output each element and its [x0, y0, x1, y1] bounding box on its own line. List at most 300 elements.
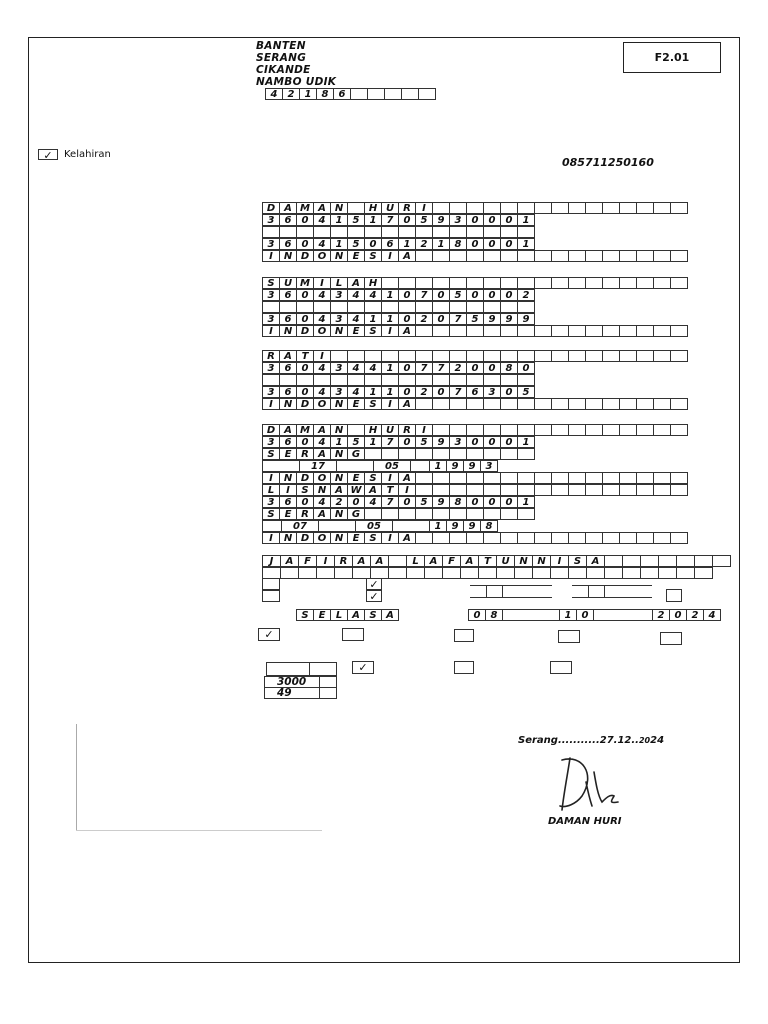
- char-box[interactable]: [517, 448, 535, 460]
- char-box[interactable]: [500, 325, 518, 337]
- char-box[interactable]: [483, 424, 501, 436]
- char-box[interactable]: S: [364, 532, 382, 544]
- char-box[interactable]: [449, 484, 467, 496]
- char-box[interactable]: [424, 567, 443, 579]
- witness2-kk-boxes[interactable]: [262, 386, 534, 398]
- child-birth-date[interactable]: [468, 609, 720, 621]
- char-box[interactable]: I: [316, 555, 335, 567]
- char-box[interactable]: 1: [429, 520, 447, 532]
- char-box[interactable]: [500, 532, 518, 544]
- char-box[interactable]: [636, 250, 654, 262]
- child-name-boxes-row2[interactable]: [262, 567, 712, 579]
- char-box[interactable]: 0: [466, 496, 484, 508]
- char-box[interactable]: 5: [415, 436, 433, 448]
- char-box[interactable]: [658, 555, 677, 567]
- char-box[interactable]: 6: [279, 289, 297, 301]
- char-box[interactable]: [449, 532, 467, 544]
- char-box[interactable]: [367, 88, 385, 100]
- char-box[interactable]: 4: [347, 289, 365, 301]
- char-box[interactable]: [622, 567, 641, 579]
- char-box[interactable]: [483, 448, 501, 460]
- char-box[interactable]: [604, 555, 623, 567]
- char-box[interactable]: U: [496, 555, 515, 567]
- char-box[interactable]: [384, 88, 402, 100]
- char-box[interactable]: 1: [299, 88, 317, 100]
- char-box[interactable]: [676, 555, 695, 567]
- char-box[interactable]: [602, 398, 620, 410]
- char-box[interactable]: 7: [449, 386, 467, 398]
- char-box[interactable]: 1: [429, 460, 447, 472]
- char-box[interactable]: 0: [296, 386, 314, 398]
- char-box[interactable]: A: [398, 398, 416, 410]
- char-box[interactable]: [449, 350, 467, 362]
- char-box[interactable]: E: [279, 508, 297, 520]
- char-box[interactable]: 9: [446, 460, 464, 472]
- char-box[interactable]: [347, 424, 365, 436]
- char-box[interactable]: D: [262, 424, 280, 436]
- char-box[interactable]: I: [381, 472, 399, 484]
- char-box[interactable]: R: [296, 508, 314, 520]
- char-box[interactable]: [602, 277, 620, 289]
- child-extra-box[interactable]: [666, 589, 682, 602]
- char-box[interactable]: F: [442, 555, 461, 567]
- char-box[interactable]: S: [364, 609, 382, 621]
- char-box[interactable]: 1: [381, 386, 399, 398]
- char-box[interactable]: N: [514, 555, 533, 567]
- char-box[interactable]: 1: [330, 238, 348, 250]
- char-box[interactable]: [364, 226, 382, 238]
- char-box[interactable]: 6: [279, 436, 297, 448]
- char-box[interactable]: T: [478, 555, 497, 567]
- char-box[interactable]: [619, 472, 637, 484]
- char-box[interactable]: 1: [330, 214, 348, 226]
- char-box[interactable]: I: [381, 325, 399, 337]
- char-box[interactable]: I: [415, 202, 433, 214]
- char-box[interactable]: 4: [313, 214, 331, 226]
- char-box[interactable]: [415, 484, 433, 496]
- char-box[interactable]: S: [262, 448, 280, 460]
- char-box[interactable]: E: [347, 472, 365, 484]
- char-box[interactable]: N: [279, 472, 297, 484]
- char-box[interactable]: L: [330, 277, 348, 289]
- char-box[interactable]: [585, 250, 603, 262]
- char-box[interactable]: [500, 448, 518, 460]
- char-box[interactable]: [551, 472, 569, 484]
- char-box[interactable]: A: [279, 350, 297, 362]
- char-box[interactable]: [640, 555, 659, 567]
- char-box[interactable]: [432, 226, 450, 238]
- char-box[interactable]: [636, 350, 654, 362]
- char-box[interactable]: 0: [483, 436, 501, 448]
- char-box[interactable]: [280, 567, 299, 579]
- char-box[interactable]: [432, 532, 450, 544]
- char-box[interactable]: 3: [330, 386, 348, 398]
- child-place-check-2[interactable]: ✓: [366, 590, 382, 602]
- char-box[interactable]: A: [398, 532, 416, 544]
- char-box[interactable]: [466, 398, 484, 410]
- char-box[interactable]: 4: [347, 386, 365, 398]
- char-box[interactable]: [262, 374, 280, 386]
- char-box[interactable]: [636, 424, 654, 436]
- char-box[interactable]: O: [313, 472, 331, 484]
- char-box[interactable]: [676, 567, 695, 579]
- char-box[interactable]: [279, 374, 297, 386]
- char-box[interactable]: E: [347, 250, 365, 262]
- char-box[interactable]: A: [330, 484, 348, 496]
- char-box[interactable]: W: [347, 484, 365, 496]
- char-box[interactable]: [449, 374, 467, 386]
- char-box[interactable]: [466, 226, 484, 238]
- char-box[interactable]: [466, 301, 484, 313]
- char-box[interactable]: 3: [262, 238, 280, 250]
- char-box[interactable]: [636, 484, 654, 496]
- char-box[interactable]: [334, 567, 353, 579]
- char-box[interactable]: [517, 532, 535, 544]
- char-box[interactable]: E: [347, 398, 365, 410]
- char-box[interactable]: [568, 424, 586, 436]
- char-box[interactable]: [460, 567, 479, 579]
- char-box[interactable]: N: [532, 555, 551, 567]
- char-box[interactable]: I: [262, 472, 280, 484]
- char-box[interactable]: A: [424, 555, 443, 567]
- option-row1-box4[interactable]: [558, 630, 580, 643]
- char-box[interactable]: 0: [466, 289, 484, 301]
- char-box[interactable]: [551, 398, 569, 410]
- char-box[interactable]: 1: [517, 238, 535, 250]
- char-box[interactable]: [517, 301, 535, 313]
- char-box[interactable]: [398, 301, 416, 313]
- char-box[interactable]: O: [313, 250, 331, 262]
- char-box[interactable]: 1: [432, 238, 450, 250]
- char-box[interactable]: [415, 374, 433, 386]
- char-box[interactable]: 0: [398, 386, 416, 398]
- char-box[interactable]: 9: [483, 313, 501, 325]
- char-box[interactable]: [712, 555, 731, 567]
- char-box[interactable]: [551, 350, 569, 362]
- char-box[interactable]: 3: [330, 289, 348, 301]
- char-box[interactable]: N: [330, 448, 348, 460]
- char-box[interactable]: [432, 448, 450, 460]
- char-box[interactable]: [585, 325, 603, 337]
- char-box[interactable]: [432, 484, 450, 496]
- char-box[interactable]: [551, 202, 569, 214]
- char-box[interactable]: N: [330, 472, 348, 484]
- char-box[interactable]: [585, 532, 603, 544]
- char-box[interactable]: 6: [279, 313, 297, 325]
- char-box[interactable]: 4: [364, 289, 382, 301]
- char-box[interactable]: [483, 301, 501, 313]
- char-box[interactable]: [483, 277, 501, 289]
- char-box[interactable]: 0: [517, 362, 535, 374]
- char-box[interactable]: [466, 350, 484, 362]
- char-box[interactable]: 9: [517, 313, 535, 325]
- char-box[interactable]: [585, 277, 603, 289]
- char-box[interactable]: [670, 350, 688, 362]
- char-box[interactable]: [636, 202, 654, 214]
- char-box[interactable]: 8: [316, 88, 334, 100]
- char-box[interactable]: 4: [703, 609, 721, 621]
- char-box[interactable]: 0: [468, 609, 486, 621]
- char-box[interactable]: [514, 567, 533, 579]
- char-box[interactable]: [619, 277, 637, 289]
- char-box[interactable]: [350, 88, 368, 100]
- char-box[interactable]: I: [262, 325, 280, 337]
- father-name-boxes[interactable]: [262, 424, 687, 436]
- char-box[interactable]: [432, 398, 450, 410]
- char-box[interactable]: [568, 567, 587, 579]
- char-box[interactable]: 8: [449, 496, 467, 508]
- char-box[interactable]: 4: [313, 496, 331, 508]
- char-box[interactable]: D: [296, 250, 314, 262]
- reporter-kk-boxes[interactable]: [262, 238, 534, 250]
- mother-birth-day[interactable]: 07: [281, 520, 319, 532]
- father-nik-boxes[interactable]: [262, 436, 534, 448]
- witness1-nationality-boxes[interactable]: [262, 325, 687, 337]
- char-box[interactable]: [602, 325, 620, 337]
- char-box[interactable]: [296, 374, 314, 386]
- char-box[interactable]: [381, 277, 399, 289]
- char-box[interactable]: [670, 532, 688, 544]
- char-box[interactable]: [406, 567, 425, 579]
- char-box[interactable]: [432, 325, 450, 337]
- char-box[interactable]: [670, 424, 688, 436]
- char-box[interactable]: D: [296, 472, 314, 484]
- char-box[interactable]: I: [313, 350, 331, 362]
- char-box[interactable]: [483, 250, 501, 262]
- kelahiran-checkbox[interactable]: ✓: [38, 149, 58, 160]
- char-box[interactable]: [619, 398, 637, 410]
- char-box[interactable]: [296, 301, 314, 313]
- char-box[interactable]: N: [279, 532, 297, 544]
- char-box[interactable]: [381, 374, 399, 386]
- char-box[interactable]: [279, 226, 297, 238]
- char-box[interactable]: H: [364, 424, 382, 436]
- witness2-nik-boxes[interactable]: [262, 362, 534, 374]
- char-box[interactable]: [483, 202, 501, 214]
- char-box[interactable]: I: [381, 532, 399, 544]
- char-box[interactable]: R: [398, 424, 416, 436]
- char-box[interactable]: [534, 277, 552, 289]
- char-box[interactable]: [483, 325, 501, 337]
- char-box[interactable]: D: [296, 532, 314, 544]
- char-box[interactable]: [551, 325, 569, 337]
- char-box[interactable]: 0: [500, 436, 518, 448]
- char-box[interactable]: 6: [279, 362, 297, 374]
- char-box[interactable]: 0: [500, 238, 518, 250]
- char-box[interactable]: [466, 532, 484, 544]
- mother-dob-row[interactable]: [262, 520, 497, 532]
- char-box[interactable]: 0: [398, 496, 416, 508]
- char-box[interactable]: G: [347, 448, 365, 460]
- option-row1-box2[interactable]: [342, 628, 364, 641]
- char-box[interactable]: 0: [432, 386, 450, 398]
- witness2-nationality-boxes[interactable]: [262, 398, 687, 410]
- mother-name-boxes[interactable]: [262, 484, 687, 496]
- char-box[interactable]: [568, 532, 586, 544]
- char-box[interactable]: [398, 448, 416, 460]
- char-box[interactable]: [670, 250, 688, 262]
- char-box[interactable]: [551, 424, 569, 436]
- char-box[interactable]: [551, 277, 569, 289]
- char-box[interactable]: 6: [381, 238, 399, 250]
- char-box[interactable]: [640, 567, 659, 579]
- char-box[interactable]: S: [364, 398, 382, 410]
- mother-nationality-boxes[interactable]: [262, 532, 687, 544]
- char-box[interactable]: [670, 277, 688, 289]
- char-box[interactable]: M: [296, 202, 314, 214]
- char-box[interactable]: 4: [313, 238, 331, 250]
- char-box[interactable]: [313, 301, 331, 313]
- char-box[interactable]: [347, 226, 365, 238]
- char-box[interactable]: I: [262, 398, 280, 410]
- char-box[interactable]: [534, 398, 552, 410]
- char-box[interactable]: 1: [364, 313, 382, 325]
- char-box[interactable]: [415, 398, 433, 410]
- char-box[interactable]: [500, 472, 518, 484]
- char-box[interactable]: A: [313, 508, 331, 520]
- char-box[interactable]: [653, 325, 671, 337]
- char-box[interactable]: [347, 301, 365, 313]
- char-box[interactable]: [534, 472, 552, 484]
- char-box[interactable]: [500, 301, 518, 313]
- char-box[interactable]: [636, 532, 654, 544]
- char-box[interactable]: 1: [381, 362, 399, 374]
- char-box[interactable]: 8: [449, 238, 467, 250]
- char-box[interactable]: [500, 277, 518, 289]
- char-box[interactable]: [415, 532, 433, 544]
- char-box[interactable]: [500, 398, 518, 410]
- char-box[interactable]: I: [398, 484, 416, 496]
- char-box[interactable]: A: [370, 555, 389, 567]
- char-box[interactable]: 0: [398, 313, 416, 325]
- char-box[interactable]: A: [313, 448, 331, 460]
- char-box[interactable]: O: [313, 325, 331, 337]
- char-box[interactable]: [415, 226, 433, 238]
- char-box[interactable]: [449, 472, 467, 484]
- char-box[interactable]: [653, 350, 671, 362]
- char-box[interactable]: [653, 398, 671, 410]
- char-box[interactable]: 0: [398, 436, 416, 448]
- char-box[interactable]: O: [313, 398, 331, 410]
- char-box[interactable]: [517, 202, 535, 214]
- char-box[interactable]: A: [398, 325, 416, 337]
- char-box[interactable]: [534, 424, 552, 436]
- char-box[interactable]: [296, 226, 314, 238]
- char-box[interactable]: 0: [483, 289, 501, 301]
- char-box[interactable]: [388, 555, 407, 567]
- char-box[interactable]: S: [364, 325, 382, 337]
- char-box[interactable]: E: [313, 609, 331, 621]
- char-box[interactable]: 0: [364, 238, 382, 250]
- char-box[interactable]: [415, 350, 433, 362]
- char-box[interactable]: [466, 424, 484, 436]
- char-box[interactable]: [316, 567, 335, 579]
- char-box[interactable]: D: [296, 398, 314, 410]
- char-box[interactable]: [694, 555, 713, 567]
- char-box[interactable]: [432, 277, 450, 289]
- char-box[interactable]: [466, 448, 484, 460]
- char-box[interactable]: [585, 350, 603, 362]
- char-box[interactable]: [364, 374, 382, 386]
- char-box[interactable]: R: [334, 555, 353, 567]
- char-box[interactable]: [415, 301, 433, 313]
- char-box[interactable]: [398, 508, 416, 520]
- char-box[interactable]: 4: [347, 313, 365, 325]
- father-nationality-boxes[interactable]: [262, 472, 687, 484]
- char-box[interactable]: [619, 325, 637, 337]
- char-box[interactable]: [517, 325, 535, 337]
- char-box[interactable]: 2: [415, 313, 433, 325]
- char-box[interactable]: [449, 202, 467, 214]
- char-box[interactable]: A: [347, 277, 365, 289]
- char-box[interactable]: [432, 350, 450, 362]
- char-box[interactable]: [381, 350, 399, 362]
- char-box[interactable]: [466, 484, 484, 496]
- char-box[interactable]: [432, 301, 450, 313]
- child-birth-day-name[interactable]: [296, 609, 398, 621]
- char-box[interactable]: N: [313, 484, 331, 496]
- char-box[interactable]: [381, 448, 399, 460]
- char-box[interactable]: I: [550, 555, 569, 567]
- char-box[interactable]: [532, 567, 551, 579]
- char-box[interactable]: 4: [364, 496, 382, 508]
- char-box[interactable]: [517, 250, 535, 262]
- char-box[interactable]: [500, 374, 518, 386]
- char-box[interactable]: [483, 398, 501, 410]
- char-box[interactable]: [432, 250, 450, 262]
- char-box[interactable]: I: [381, 398, 399, 410]
- char-box[interactable]: [398, 277, 416, 289]
- char-box[interactable]: [658, 567, 677, 579]
- char-box[interactable]: 0: [398, 289, 416, 301]
- char-box[interactable]: 0: [500, 496, 518, 508]
- char-box[interactable]: 1: [364, 436, 382, 448]
- char-box[interactable]: 9: [432, 214, 450, 226]
- char-box[interactable]: [500, 226, 518, 238]
- char-box[interactable]: 5: [449, 289, 467, 301]
- char-box[interactable]: S: [296, 484, 314, 496]
- char-box[interactable]: [415, 325, 433, 337]
- char-box[interactable]: [432, 424, 450, 436]
- char-box[interactable]: N: [330, 325, 348, 337]
- char-box[interactable]: I: [262, 532, 280, 544]
- char-box[interactable]: L: [330, 609, 348, 621]
- char-box[interactable]: 3: [262, 214, 280, 226]
- char-box[interactable]: [653, 424, 671, 436]
- char-box[interactable]: U: [381, 202, 399, 214]
- char-box[interactable]: A: [381, 609, 399, 621]
- char-box[interactable]: [517, 350, 535, 362]
- char-box[interactable]: A: [398, 250, 416, 262]
- char-box[interactable]: [401, 88, 419, 100]
- char-box[interactable]: [330, 374, 348, 386]
- char-box[interactable]: [653, 202, 671, 214]
- child-place-check-1[interactable]: ✓: [366, 578, 382, 590]
- char-box[interactable]: [586, 567, 605, 579]
- char-box[interactable]: [568, 202, 586, 214]
- char-box[interactable]: T: [381, 484, 399, 496]
- char-box[interactable]: [415, 250, 433, 262]
- char-box[interactable]: 9: [432, 496, 450, 508]
- char-box[interactable]: [619, 350, 637, 362]
- reporter-nik-boxes[interactable]: [262, 214, 534, 226]
- child-name-boxes[interactable]: [262, 555, 730, 567]
- char-box[interactable]: [602, 202, 620, 214]
- char-box[interactable]: A: [398, 472, 416, 484]
- char-box[interactable]: [585, 424, 603, 436]
- char-box[interactable]: [483, 472, 501, 484]
- char-box[interactable]: [347, 374, 365, 386]
